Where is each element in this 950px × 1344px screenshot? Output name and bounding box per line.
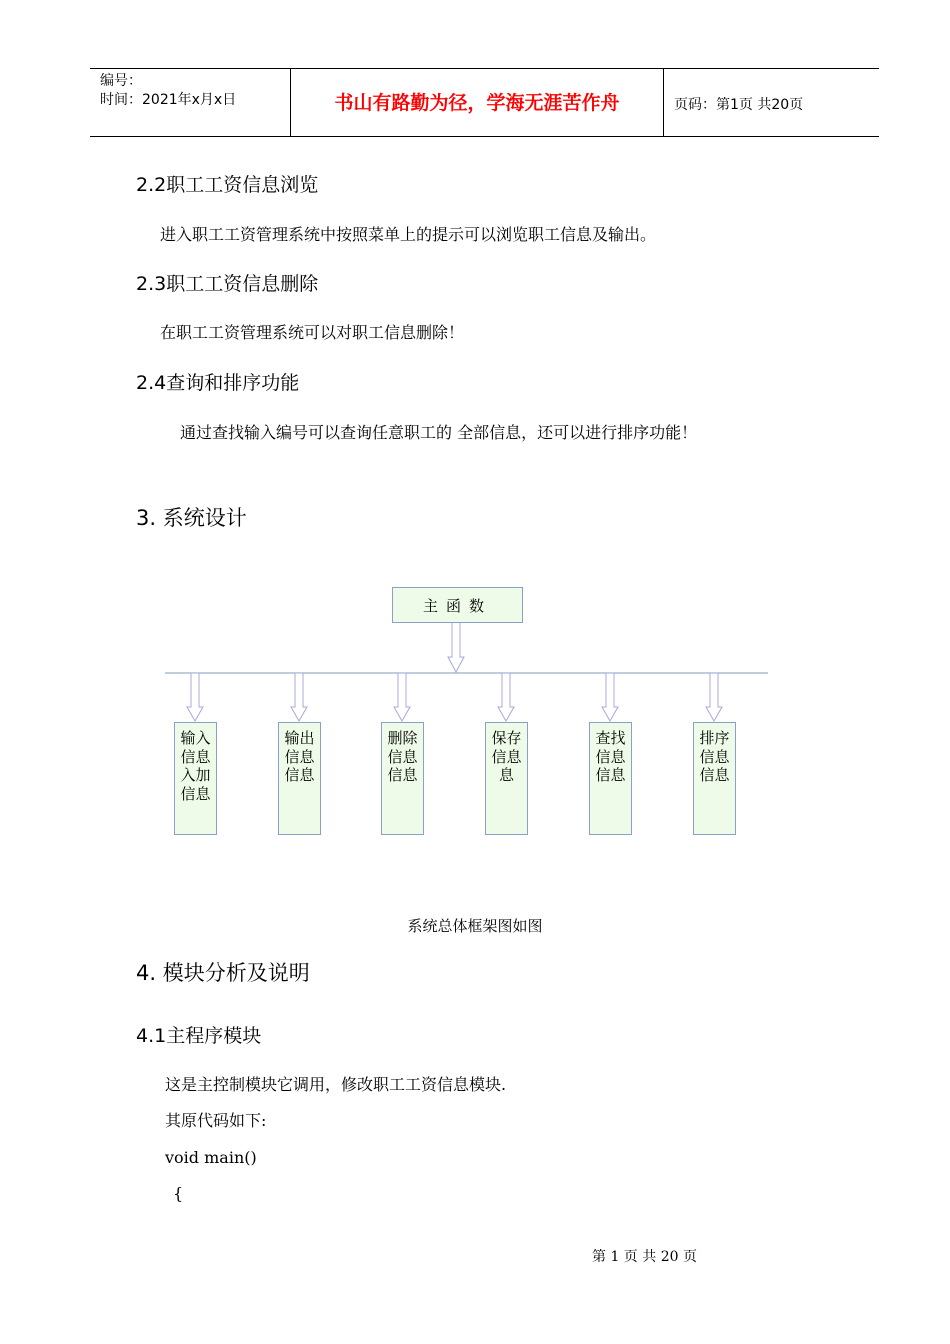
- page-header: [90, 68, 879, 137]
- source-intro: 其原代码如下:: [165, 1111, 267, 1130]
- module-label-output: 输出信息信息: [284, 729, 315, 785]
- header-page-cell: [664, 69, 879, 136]
- header-motto-cell: [291, 69, 664, 136]
- heading-2-4: 2.4查询和排序功能: [136, 372, 300, 394]
- heading-4: 4. 模块分析及说明: [136, 961, 310, 985]
- page-footer: 第 1 页 共 20 页: [592, 1249, 697, 1265]
- time-label: 时间：2021年x月x日: [100, 92, 237, 108]
- page-info: 页码：第1页 共20页: [674, 97, 804, 113]
- heading-3: 3. 系统设计: [136, 506, 247, 530]
- paragraph-2-3: 在职工工资管理系统可以对职工信息删除！: [160, 323, 465, 342]
- module-label-delete: 删除信息信息: [387, 729, 418, 785]
- root-down-arrow: [448, 622, 464, 672]
- code-line-main: void main(): [165, 1148, 257, 1167]
- branch-arrow-delete: [394, 673, 410, 721]
- number-label: 编号：: [100, 73, 142, 89]
- code-line-brace: {: [173, 1184, 184, 1203]
- paragraph-2-4: 通过查找输入编号可以查询任意职工的 全部信息，还可以进行排序功能！: [180, 423, 698, 442]
- module-label-input: 输入信息入加信息: [180, 729, 211, 803]
- main-function-box: 主函数: [392, 587, 523, 623]
- heading-2-3: 2.3职工工资信息删除: [136, 273, 319, 295]
- branch-arrow-output: [291, 673, 307, 721]
- branch-arrow-sort: [706, 673, 722, 721]
- paragraph-2-2: 进入职工工资管理系统中按照菜单上的提示可以浏览职工信息及输出。: [160, 225, 657, 244]
- paragraph-4-1: 这是主控制模块它调用，修改职工工资信息模块.: [165, 1075, 507, 1094]
- branch-arrow-save: [498, 673, 514, 721]
- branch-arrow-input: [187, 673, 203, 721]
- heading-4-1: 4.1主程序模块: [136, 1025, 262, 1047]
- branch-arrow-search: [602, 673, 618, 721]
- module-label-save: 保存信息息: [491, 729, 522, 785]
- diagram-caption: 系统总体框架图如图: [407, 917, 543, 935]
- header-meta-cell: [90, 69, 291, 136]
- module-label-sort: 排序信息信息: [699, 729, 730, 785]
- module-label-search: 查找信息信息: [595, 729, 626, 785]
- motto-text: 书山有路勤为径，学海无涯苦作舟: [334, 92, 620, 114]
- heading-2-2: 2.2职工工资信息浏览: [136, 174, 319, 196]
